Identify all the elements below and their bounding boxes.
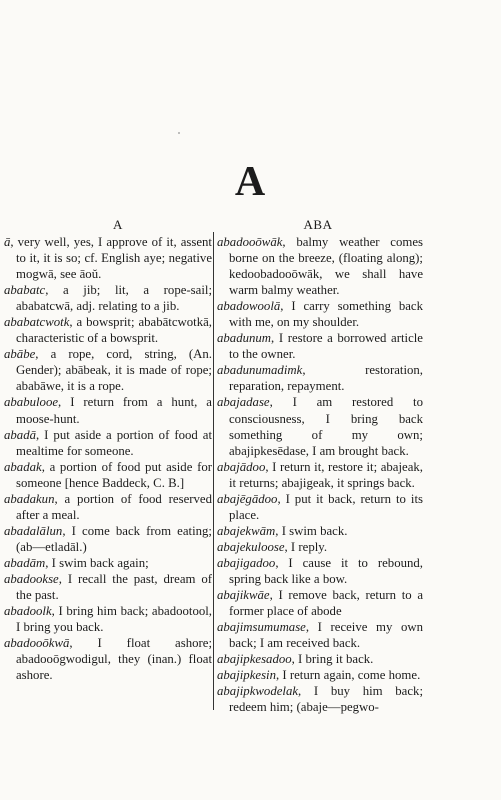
- dictionary-entry: abadā, I put aside a portion of food at mealtime for someone.: [4, 427, 212, 458]
- dictionary-entry: ababatc, a jib; lit, a rope-sail; ababatcwā, adj. relating to a jib.: [4, 283, 212, 314]
- dictionary-entry: abajipkwodelak, I buy him back; redeem him; (abaje—pegwo-: [217, 684, 423, 715]
- dictionary-entry: abajekwām, I swim back.: [217, 523, 348, 538]
- dictionary-entry: abajadase, I am restored to consciousness, I bring back something of my own; abajipkesēdase, I am brought back.: [217, 395, 423, 458]
- dictionary-entry: abadoolk, I bring him back; abadootool, I bring you back.: [4, 604, 212, 635]
- section-letter: A: [234, 159, 267, 205]
- dictionary-entry: abadalālun, I come back from eating; (ab—etladāl.): [4, 523, 212, 554]
- dictionary-entry: abadunumadimk, restoration, reparation, repayment.: [217, 363, 423, 394]
- dictionary-entry: abajēgādoo, I put it back, return to its place.: [217, 491, 423, 522]
- dictionary-entry: abadowoolā, I carry something back with me, on my shoulder.: [217, 299, 423, 330]
- dictionary-entry: abajikwāe, I remove back, return to a former place of abode: [217, 588, 423, 619]
- dictionary-entry: ababulooe, I return from a hunt, a moose-hunt.: [4, 395, 212, 426]
- dictionary-entry: abadakun, a portion of food reserved after a meal.: [4, 491, 212, 522]
- dictionary-entry: abadooōwāk, balmy weather comes borne on the breeze, (floating along); kedoobadooōwāk, we shall have warm balmy weather.: [217, 235, 423, 298]
- dictionary-entry: abajimsumumase, I receive my own back; I am received back.: [217, 620, 423, 651]
- dictionary-entry: abajekuloose, I reply.: [217, 539, 328, 554]
- dictionary-entry: abadak, a portion of food put aside for someone [hence Baddeck, C. B.]: [4, 459, 212, 490]
- dictionary-entry: abajigadoo, I cause it to rebound, spring back like a bow.: [217, 555, 423, 586]
- right-column: [217, 234, 423, 715]
- paper-speck: [178, 132, 180, 134]
- dictionary-entry: abadunum, I restore a borrowed article to the owner.: [217, 331, 423, 362]
- dictionary-entry: abadooōkwā, I float ashore; abadooōgwodigul, they (inan.) float ashore.: [4, 636, 212, 683]
- dictionary-entry: abadookse, I recall the past, dream of the past.: [4, 571, 212, 603]
- dictionary-entry: abadām, I swim back again;: [4, 555, 149, 570]
- dictionary-entry: ababatcwotk, a bowsprit; ababātcwotkā, characteristic of a bowsprit.: [4, 315, 212, 346]
- dictionary-entry: abābe, a rope, cord, string, (An. Gender); abābeak, it is made of rope; ababāwe, it is a rope.: [4, 347, 212, 394]
- dictionary-entry: abajādoo, I return it, restore it; abajeak, it returns; abajigeak, it springs back.: [217, 459, 423, 490]
- left-column-heading: A: [113, 217, 123, 232]
- dictionary-entry: abajipkesin, I return again, come home.: [217, 668, 421, 683]
- dictionary-entry: abajipkesadoo, I bring it back.: [217, 652, 374, 667]
- dictionary-entry: ā, very well, yes, I approve of it, assent to it, it is so; cf. English aye; negative mogwā, see āoŭ.: [4, 235, 212, 282]
- left-column: [4, 234, 212, 683]
- right-column-heading: ABA: [303, 217, 333, 232]
- column-divider: [213, 232, 214, 710]
